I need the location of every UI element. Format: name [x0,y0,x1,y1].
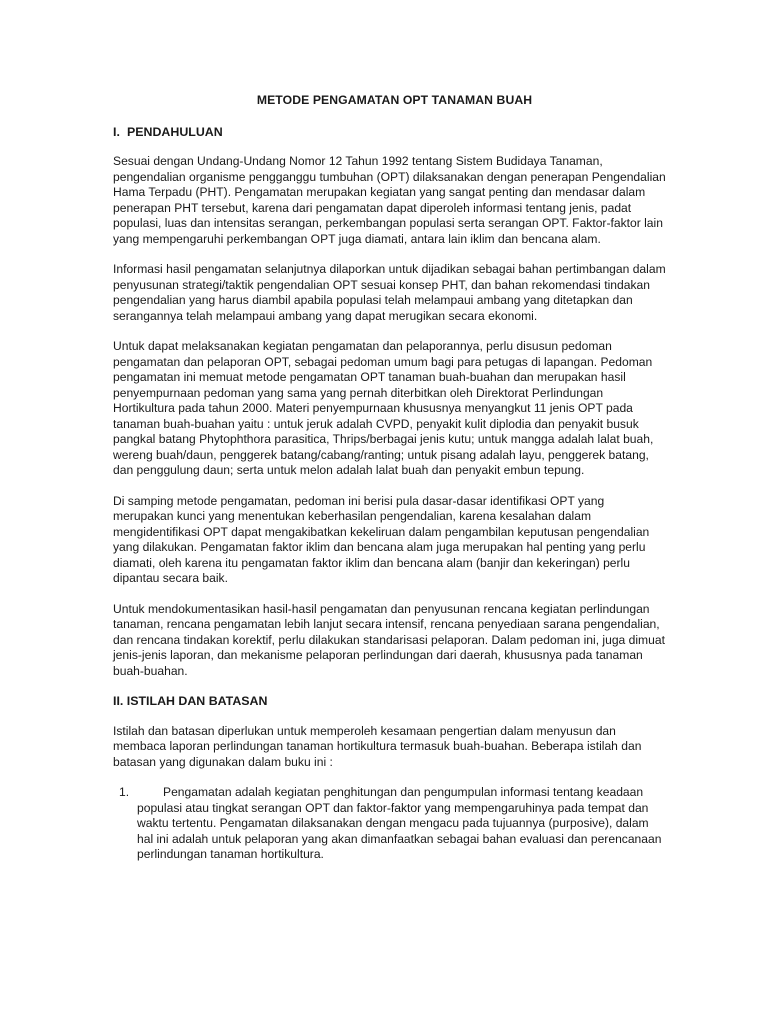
section-title: ISTILAH DAN BATASAN [126,694,268,708]
section-number: I. [113,124,120,139]
section-pendahuluan [113,125,668,680]
section-heading [113,125,668,141]
paragraph: Informasi hasil pengamatan selanjutnya dilaporkan untuk dijadikan sebagai bahan pertimbangan dalam penyusunan strategi/taktik pengendalian OPT sesuai konsep PHT, dan bahan rekomendasi tindakan pengendalian yang harus diambil apabila populasi telah melampaui ambang yang ditetapkan dan serangannya telah melampaui ambang yang dapat merugikan secara ekonomi. [113,262,666,323]
section-heading [113,694,668,710]
section-number: II. [113,694,124,708]
section-title: PENDAHULUAN [127,124,223,139]
section-istilah-dan-batasan [113,694,668,863]
paragraph: Untuk mendokumentasikan hasil-hasil pengamatan dan penyusunan rencana kegiatan perlindungan tanaman, rencana pengamatan lebih lanjut secara intensif, rencana penyediaan sarana pengendalian, dan rencana tindakan korektif, perlu dilakukan standarisasi pelaporan. Dalam pedoman ini, juga dimuat jenis-jenis laporan, dan mekanisme pelaporan perlindungan dari daerah, khususnya pada tanaman buah-buahan. [113,601,665,678]
numbered-list [113,785,668,863]
list-item-number: 1. [119,785,130,799]
list-item [113,785,668,863]
paragraph: Istilah dan batasan diperlukan untuk memperoleh kesamaan pengertian dalam menyusun dan membaca laporan perlindungan tanaman hortikultura termasuk buah-buahan. Beberapa istilah dan batasan yang digunakan dalam buku ini : [113,723,642,769]
list-item-text: Pengamatan adalah kegiatan penghitungan dan pengumpulan informasi tentang keadaan populasi atau tingkat serangan OPT dan faktor-faktor yang mempengaruhinya pada tempat dan waktu tertentu. Pengamatan dilaksanakan dengan mengacu pada tujuannya (purposive), dalam hal ini adalah untuk pelaporan yang akan dimanfaatkan sebagai bahan evaluasi dan perencanaan perlindungan tanaman hortikultura. [137,785,662,861]
paragraph: Di samping metode pengamatan, pedoman ini berisi pula dasar-dasar identifikasi OPT yang merupakan kunci yang menentukan keberhasilan pengendalian, karena kesalahan dalam mengidentifikasi OPT dapat mengakibatkan kekeliruan dalam pengambilan keputusan pengendalian yang dilakukan. Pengamatan faktor iklim dan bencana alam juga merupakan hal penting yang perlu diamati, oleh karena itu pengamatan faktor iklim dan bencana alam (banjir dan kekeringan) perlu dipantau secara baik. [113,493,650,585]
document-title: METODE PENGAMATAN OPT TANAMAN BUAH [256,93,533,107]
paragraph: Sesuai dengan Undang-Undang Nomor 12 Tahun 1992 tentang Sistem Budidaya Tanaman, pengendalian organisme pengganggu tumbuhan (OPT) dilaksanakan dengan penerapan Pengendalian Hama Terpadu (PHT). Pengamatan merupakan kegiatan yang sangat penting dan mendasar dalam penerapan PHT tersebut, karena dari pengamatan dapat diperoleh informasi tentang jenis, padat populasi, luas dan intensitas serangan, perkembangan populasi serta serangan OPT. Faktor-faktor lain yang mempengaruhi perkembangan OPT juga diamati, antara lain iklim dan bencana alam. [113,154,666,246]
paragraph: Untuk dapat melaksanakan kegiatan pengamatan dan pelaporannya, perlu disusun pedoman pengamatan dan pelaporan OPT, sebagai pedoman umum bagi para petugas di lapangan. Pedoman pengamatan ini memuat metode pengamatan OPT tanaman buah-buahan dan merupakan hasil penyempurnaan pedoman yang sama yang pernah diterbitkan oleh Direktorat Perlindungan Hortikultura pada tahun 2000. Materi penyempurnaan khususnya menyangkut 11 jenis OPT pada tanaman buah-buahan yaitu : untuk jeruk adalah CVPD, penyakit kulit diplodia dan penyakit busuk pangkal batang Phytophthora parasitica, Thrips/berbagai jenis kutu; untuk mangga adalah lalat buah, wereng buah/daun, penggerek batang/cabang/ranting; untuk pisang adalah layu, penggerek batang, dan penggulung daun; serta untuk melon adalah lalat buah dan penyakit embun tepung. [113,339,654,477]
